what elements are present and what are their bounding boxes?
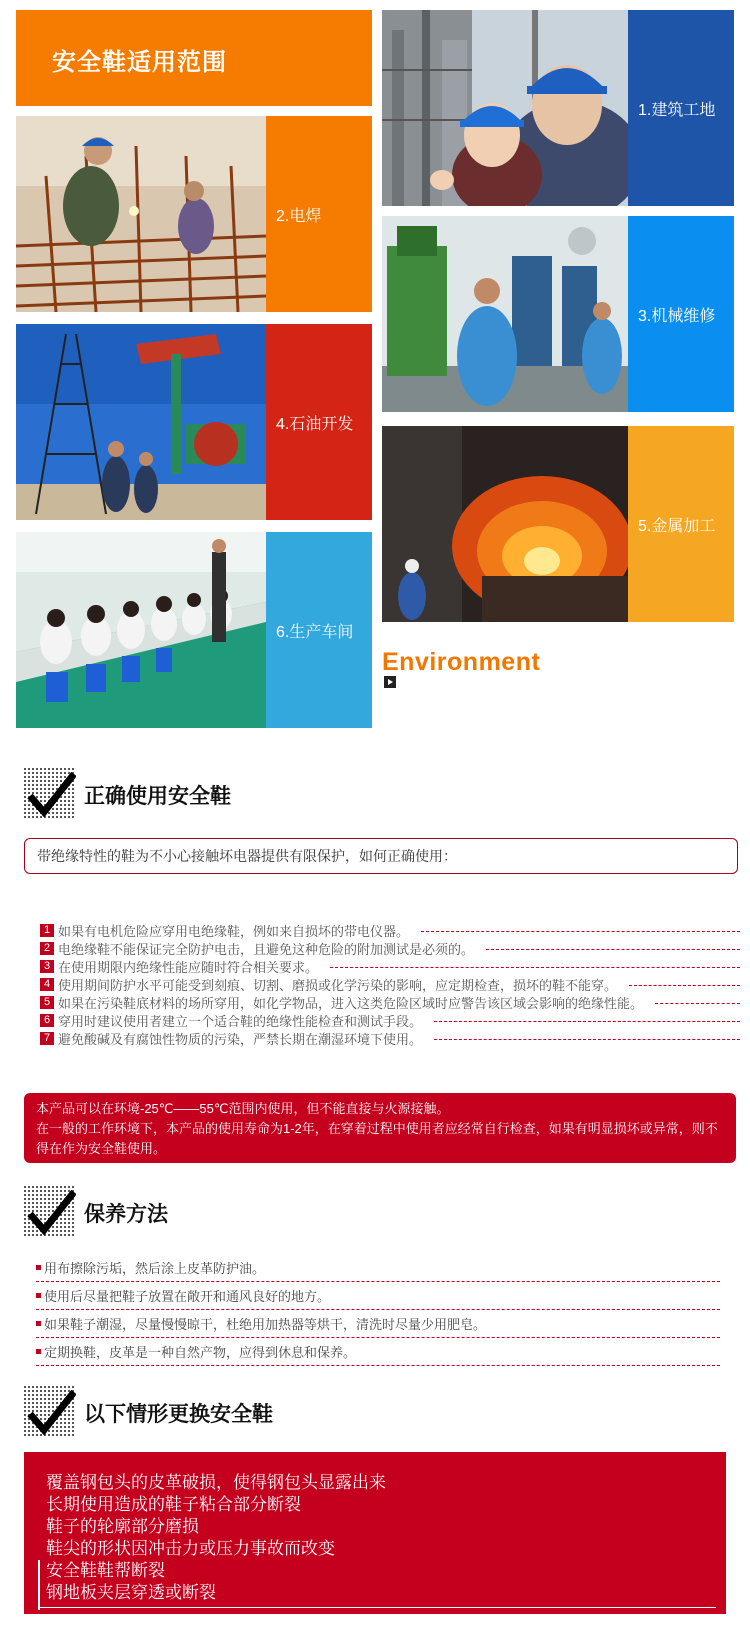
warning-box [24, 1093, 736, 1163]
category-label: 2.电焊 [276, 207, 322, 225]
rule-text: 电绝缘鞋不能保证完全防护电击，且避免这种危险的附加测试是必须的。 [58, 941, 475, 957]
warning-line: 本产品可以在环境-25℃——55℃范围内使用，但不能直接与火源接触。 [36, 1101, 450, 1116]
rule-item [40, 957, 740, 975]
replace-box [24, 1452, 726, 1614]
divider [330, 967, 740, 968]
checkmark-icon [24, 1386, 76, 1438]
category-label: 4.石油开发 [276, 415, 354, 433]
oil-photo [16, 324, 266, 520]
rule-text: 穿用时建议使用者建立一个适合鞋的绝缘性能检查和测试手段。 [58, 1013, 423, 1029]
section-title: 保养方法 [84, 1203, 168, 1226]
category-welding [266, 116, 372, 312]
metal-photo [382, 426, 628, 622]
rule-number: 6 [40, 1014, 54, 1027]
category-label: 1.建筑工地 [638, 101, 716, 119]
category-workshop [266, 532, 372, 728]
replace-item: 鞋子的轮廓部分磨损 [46, 1517, 199, 1536]
welding-photo [16, 116, 266, 312]
replace-item: 覆盖钢包头的皮革破损，使得钢包头显露出来 [46, 1473, 386, 1492]
list-item [36, 1338, 720, 1366]
checkmark-icon [24, 1186, 76, 1238]
accent-bar [38, 1560, 40, 1610]
page-title: 安全鞋适用范围 [52, 49, 227, 76]
care-text: 使用后尽量把鞋子放置在敞开和通风良好的地方。 [44, 1289, 331, 1304]
rule-number: 1 [40, 924, 54, 937]
rule-item [40, 1029, 740, 1047]
play-icon[interactable] [384, 676, 396, 688]
rule-number: 4 [40, 978, 54, 991]
rule-item [40, 975, 740, 993]
warning-line: 在一般的工作环境下，本产品的使用寿命为1-2年，在穿着过程中使用者应经常自行检查，如果有明显损坏或异常，则不得在作为安全鞋使用。 [36, 1121, 718, 1156]
section-title: 以下情形更换安全鞋 [84, 1403, 273, 1426]
care-text: 定期换鞋，皮革是一种自然产物，应得到休息和保养。 [44, 1345, 357, 1360]
divider [655, 1003, 740, 1004]
replace-item: 钢地板夹层穿透或断裂 [46, 1583, 216, 1602]
list-item [36, 1282, 720, 1310]
list-item [36, 1310, 720, 1338]
rule-text: 避免酸碱及有腐蚀性物质的污染，严禁长期在潮湿环境下使用。 [58, 1031, 423, 1047]
rule-number: 7 [40, 1032, 54, 1045]
category-label: 5.金属加工 [638, 517, 716, 535]
divider [38, 1607, 716, 1608]
replace-item: 长期使用造成的鞋子粘合部分断裂 [46, 1495, 301, 1514]
rule-item [40, 1011, 740, 1029]
care-text: 用布擦除污垢，然后涂上皮革防护油。 [44, 1261, 266, 1276]
checkmark-icon [24, 768, 76, 820]
rule-number: 3 [40, 960, 54, 973]
rule-text: 如果有电机危险应穿用电绝缘鞋，例如来自损坏的带电仪器。 [58, 923, 410, 939]
category-oil [266, 324, 372, 520]
category-construction [628, 10, 734, 206]
rule-item [40, 993, 740, 1011]
category-metal [628, 426, 734, 622]
intro-box [24, 838, 738, 874]
rule-text: 如果在污染鞋底材料的场所穿用，如化学物品，进入这类危险区域时应警告该区域会影响的绝缘性能。 [58, 995, 644, 1011]
workshop-photo [16, 532, 266, 728]
divider [486, 949, 740, 950]
machinery-photo [382, 216, 628, 412]
intro-text: 带绝缘特性的鞋为不小心接触坏电器提供有限保护，如何正确使用： [37, 848, 457, 864]
divider [629, 985, 740, 986]
rule-item [40, 921, 740, 939]
section-title: 正确使用安全鞋 [84, 785, 231, 808]
replace-item: 安全鞋鞋帮断裂 [46, 1561, 165, 1580]
rule-number: 5 [40, 996, 54, 1009]
construction-photo [382, 10, 628, 206]
category-machinery [628, 216, 734, 412]
category-label: 6.生产车间 [276, 623, 354, 641]
replace-item: 鞋尖的形状因冲击力或压力事故而改变 [46, 1539, 335, 1558]
divider [421, 931, 740, 932]
category-label: 3.机械维修 [638, 307, 716, 325]
rule-number: 2 [40, 942, 54, 955]
divider [434, 1021, 740, 1022]
care-text: 如果鞋子潮湿，尽量慢慢晾干，杜绝用加热器等烘干，清洗时尽量少用肥皂。 [44, 1317, 487, 1332]
environment-heading: Environment [382, 648, 541, 676]
rule-text: 使用期间防护水平可能受到刻痕、切割、磨损或化学污染的影响，应定期检查，损坏的鞋不能穿。 [58, 977, 618, 993]
section-title-banner [16, 10, 372, 106]
rule-text: 在使用期限内绝缘性能应随时符合相关要求。 [58, 959, 319, 975]
rule-item [40, 939, 740, 957]
divider [434, 1039, 740, 1040]
list-item [36, 1254, 720, 1282]
